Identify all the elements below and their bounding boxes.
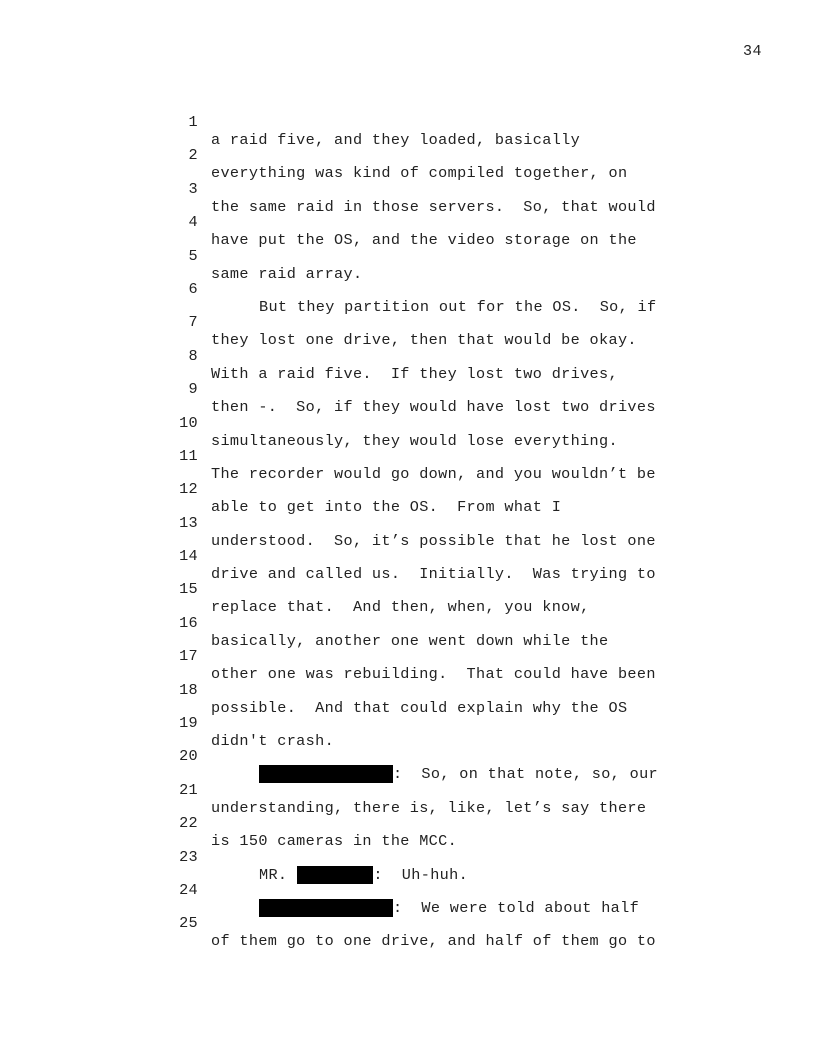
transcript-line <box>170 262 690 316</box>
transcript-line <box>170 162 690 216</box>
transcript-line <box>170 830 690 884</box>
transcript-line <box>170 295 690 350</box>
line-text: replace that. And then, when, you know, <box>211 598 590 617</box>
page-number: 34 <box>742 43 762 60</box>
transcript-line <box>170 629 690 684</box>
transcript-line <box>170 696 690 751</box>
line-text: the same raid in those servers. So, that would <box>211 197 656 216</box>
line-number: 5 <box>188 246 198 265</box>
line-text: The recorder would go down, and you wouldn’t be <box>211 464 656 483</box>
line-text: have put the OS, and the video storage on the <box>211 231 637 250</box>
line-text-content: : We were told about half <box>393 898 640 917</box>
line-number: 1 <box>188 113 198 131</box>
line-number: 13 <box>179 513 198 532</box>
transcript-line <box>170 663 690 717</box>
transcript-line <box>170 496 690 550</box>
line-number: 22 <box>179 814 198 833</box>
line-text: didn't crash. <box>211 732 335 751</box>
line-number: 10 <box>179 413 198 432</box>
transcript-line <box>170 896 690 951</box>
transcript-line <box>170 95 690 149</box>
line-number: 16 <box>179 613 198 632</box>
line-text: is 150 cameras in the MCC. <box>211 832 458 851</box>
transcript-line <box>170 796 690 851</box>
line-number: 20 <box>179 747 198 766</box>
line-number: 8 <box>188 346 198 365</box>
transcript-line <box>170 729 690 784</box>
transcript-line <box>170 529 690 584</box>
transcript-line <box>170 562 690 617</box>
line-text: basically, another one went down while the <box>211 631 609 650</box>
line-text: same raid array. <box>211 264 363 283</box>
line-text: a raid five, and they loaded, basically <box>211 131 581 149</box>
line-number: 23 <box>179 847 198 866</box>
line-number: 4 <box>188 213 198 232</box>
line-number: 17 <box>179 647 198 666</box>
transcript-body <box>170 95 690 951</box>
line-text: simultaneously, they would lose everything. <box>211 431 618 450</box>
line-text-content: : So, on that note, so, our <box>393 765 658 784</box>
line-text: able to get into the OS. From what I <box>211 498 562 517</box>
line-number: 2 <box>188 146 198 165</box>
line-number: 6 <box>188 279 198 298</box>
transcript-line <box>170 195 690 250</box>
line-number: 21 <box>179 780 198 799</box>
speaker-title: MR. <box>259 865 288 884</box>
line-text: they lost one drive, then that would be okay. <box>211 331 637 350</box>
transcript-line <box>170 128 690 183</box>
line-number: 12 <box>179 480 198 499</box>
line-text: possible. And that could explain why the OS <box>211 698 628 717</box>
transcript-line <box>170 229 690 283</box>
line-number: 19 <box>179 714 198 733</box>
line-number: 9 <box>188 380 198 399</box>
line-number: 11 <box>179 446 198 465</box>
line-number: 18 <box>179 680 198 699</box>
transcript-line <box>170 396 690 450</box>
line-number: 25 <box>179 914 198 933</box>
transcript-line <box>170 329 690 383</box>
line-number: 14 <box>179 547 198 566</box>
line-text: then -. So, if they would have lost two drives <box>211 398 656 417</box>
line-text: understood. So, it’s possible that he lost one <box>211 531 656 550</box>
line-text: drive and called us. Initially. Was trying to <box>211 565 656 584</box>
transcript-line <box>170 462 690 517</box>
transcript-line <box>170 596 690 650</box>
transcript-line <box>170 429 690 483</box>
transcript-line <box>170 763 690 817</box>
line-text-content: : Uh-huh. <box>373 865 469 884</box>
line-number: 7 <box>188 313 198 332</box>
transcript-line <box>170 362 690 417</box>
line-text: of them go to one drive, and half of them go to <box>211 932 656 951</box>
line-text: With a raid five. If they lost two drives, <box>211 364 618 383</box>
transcript-line <box>170 863 690 917</box>
line-text: understanding, there is, like, let’s say there <box>211 798 647 817</box>
line-text: everything was kind of compiled together, on <box>211 164 628 183</box>
line-number: 24 <box>179 880 198 899</box>
line-text-content: But they partition out for the OS. So, if <box>259 297 657 316</box>
line-number: 3 <box>188 179 198 198</box>
line-text: other one was rebuilding. That could have been <box>211 665 656 684</box>
line-number: 15 <box>179 580 198 599</box>
